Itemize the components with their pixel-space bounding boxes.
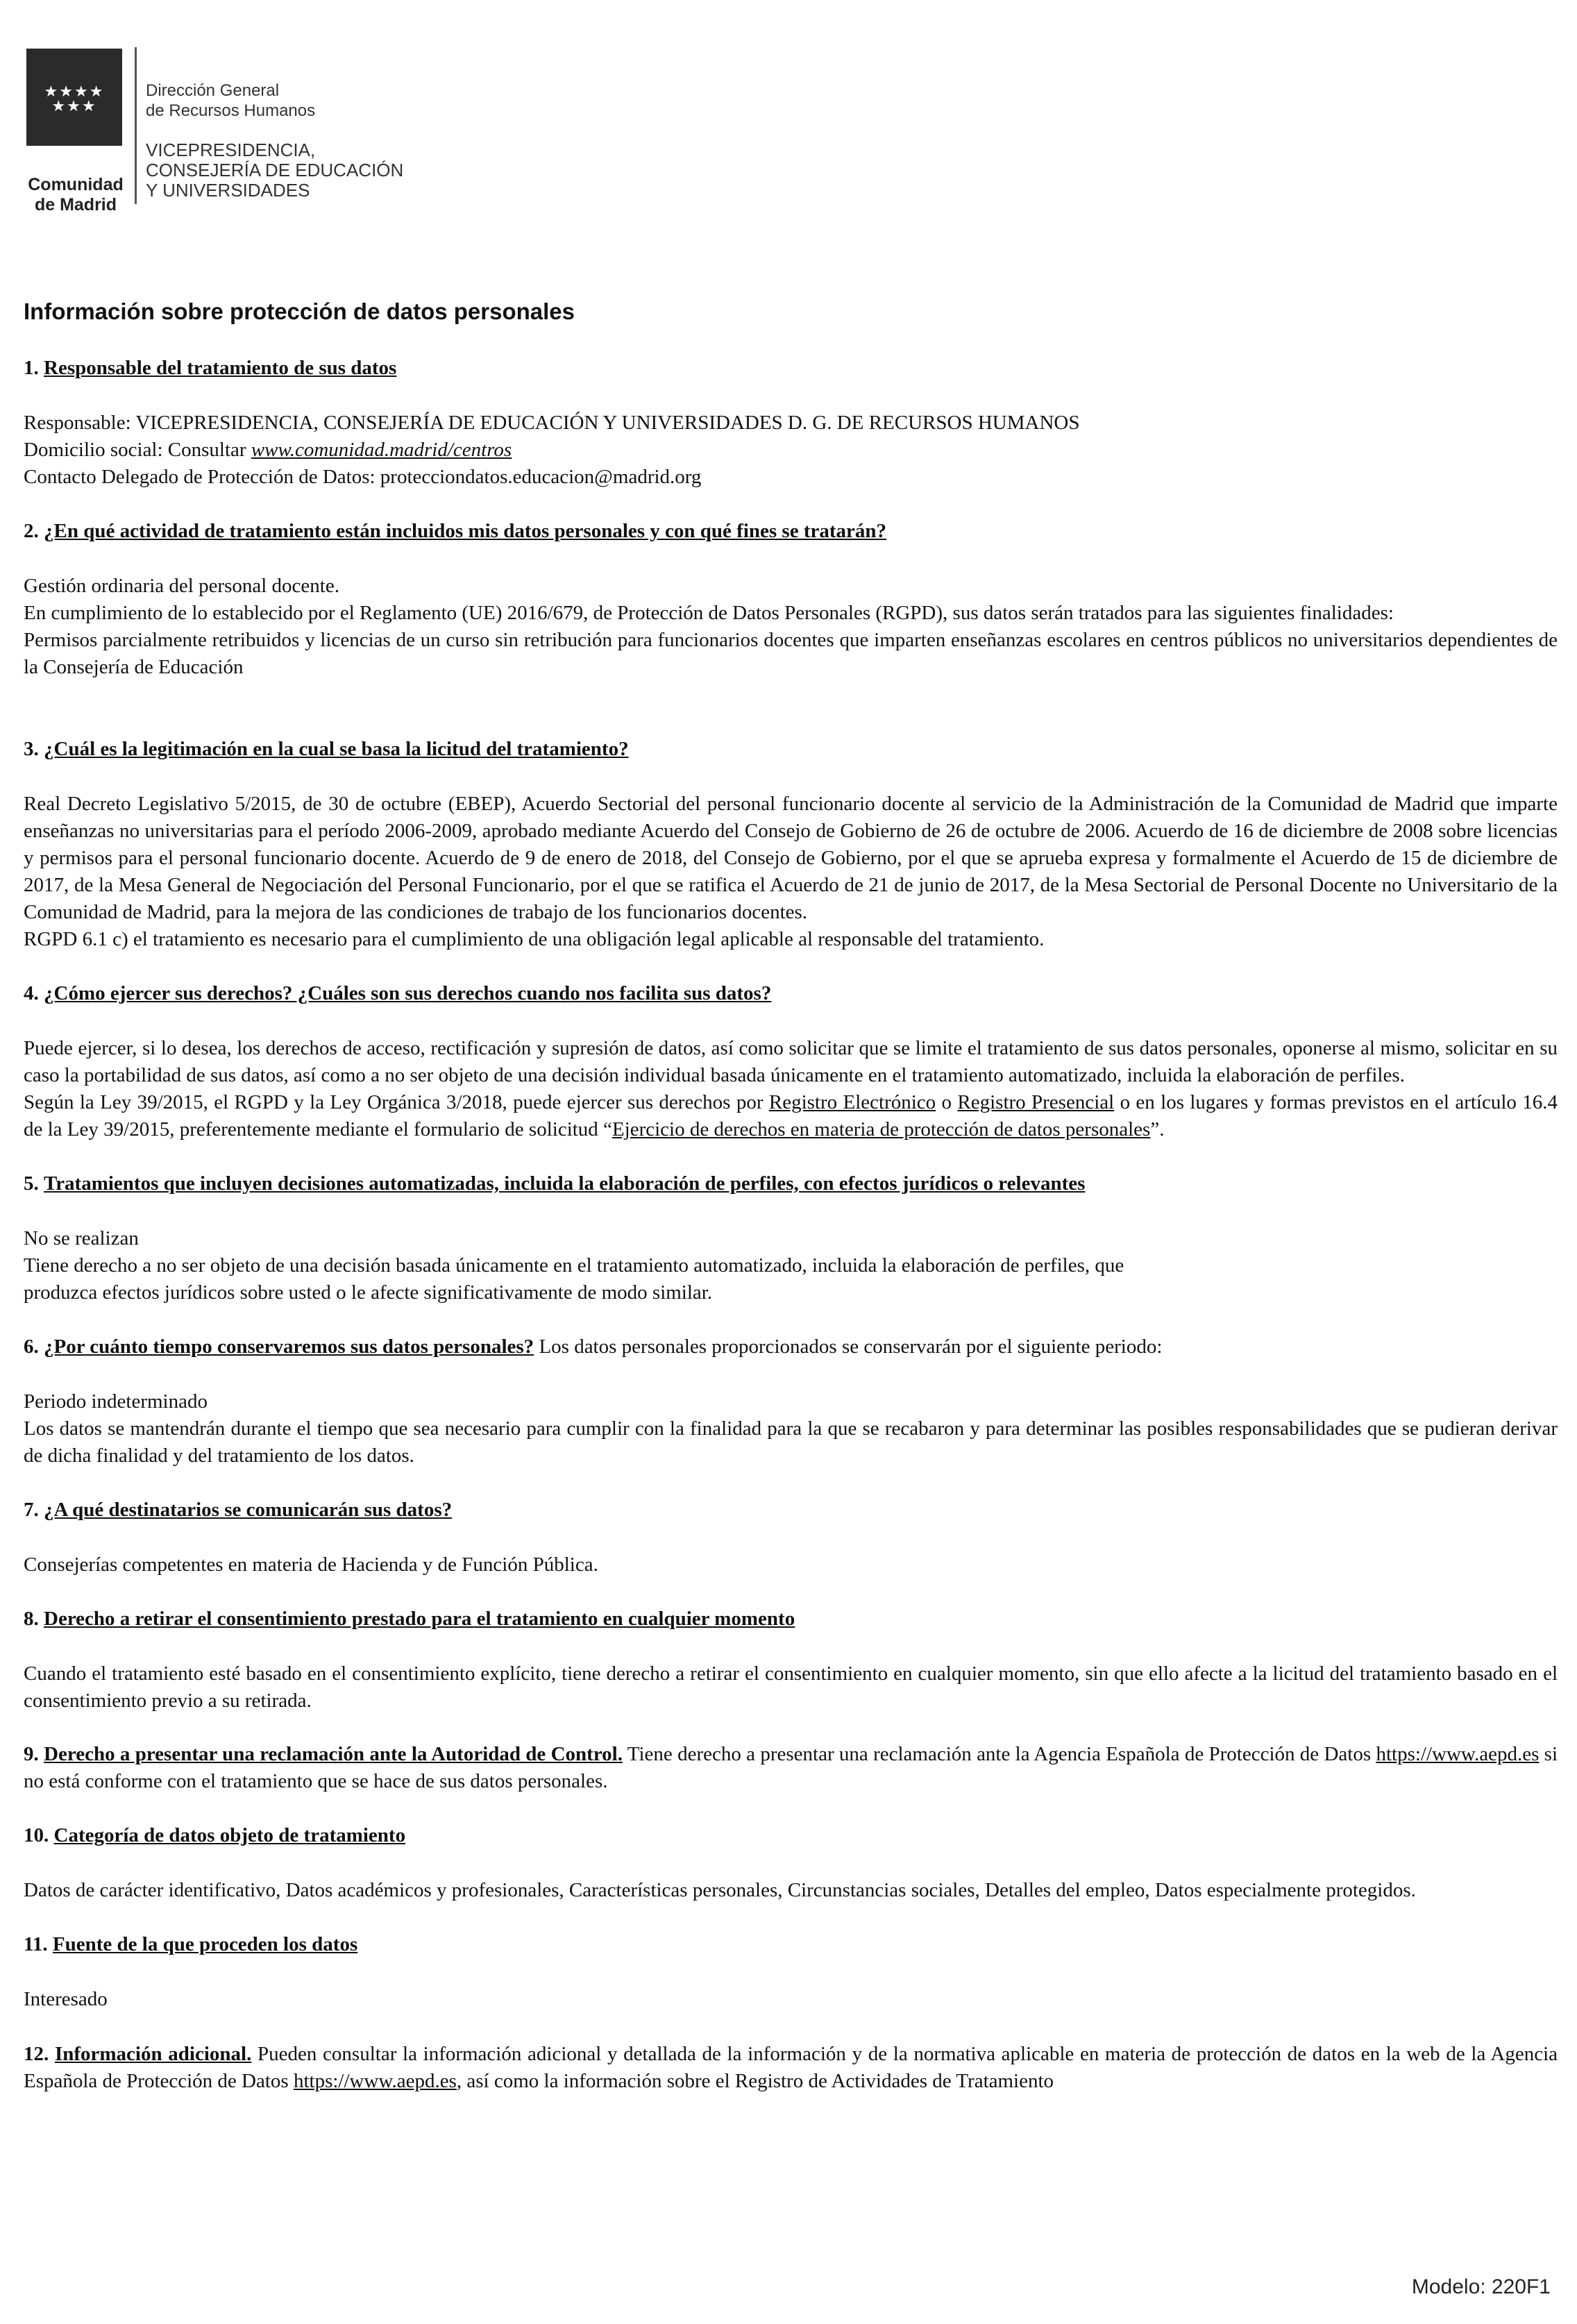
comunidad-madrid-logo [24,43,128,214]
logo-line1: Comunidad [28,175,124,194]
section-number: 12. [24,2043,49,2065]
paragraph: Puede ejercer, si lo desea, los derechos de acceso, rectificación y supresión de datos, así como solicitar que se limite el tratamiento de sus datos personales, oponerse al mismo, solicitar en su caso la portabilidad de sus datos, así como a no ser objeto de una decisión individual basada únicamente en el tratamiento automatizado, incluida la elaboración de perfiles. [24,1037,1558,1086]
section-heading [24,1930,1558,1958]
section-number: 11. [24,1933,48,1955]
org-directorate [146,81,315,121]
paragraph: En cumplimiento de lo establecido por el Reglamento (UE) 2016/679, de Protección de Datos Personales (RGPD), sus datos serán tratados para las siguientes finalidades: [24,602,1394,624]
section-title-tail: Los datos personales proporcionados se conservarán por el siguiente periodo: [534,1336,1163,1358]
section-number: 9. [24,1743,39,1765]
section-heading [24,1741,1558,1795]
section-derechos [24,979,1558,1143]
org-ministry [146,140,403,201]
section-categoria-datos [24,1821,1558,1904]
text-run: si no está conforme con el tratamiento que se hace de sus datos personales. [24,1743,1558,1792]
section-title: Derecho a presentar una reclamación ante la Autoridad de Control. [44,1743,623,1765]
paragraph: Real Decreto Legislativo 5/2015, de 30 de octubre (EBEP), Acuerdo Sectorial del personal funcionario docente al servicio de la Administración de la Comunidad de Madrid que imparte enseñanzas no universitarias para el período 2006-2009, aprobado mediante Acuerdo del Consejo de Gobierno de 26 de octubre de 2006. Acuerdo de 16 de diciembre de 2008 sobre licencias y permisos para el personal funcionario docente. Acuerdo de 9 de enero de 2018, del Consejo de Gobierno, por el que se aprueba expresa y formalmente el Acuerdo de 15 de diciembre de 2017, de la Mesa General de Negociación del Personal Funcionario, por el que se ratifica el Acuerdo de 21 de junio de 2017, de la Mesa Sectorial de Personal Docente no Universitario de la Comunidad de Madrid, para la mejora de las condiciones de trabajo de los funcionarios docentes. [24,793,1558,923]
paragraph: RGPD 6.1 c) el tratamiento es necesario para el cumplimiento de una obligación legal aplicable al responsable del tratamiento. [24,928,1045,950]
text-run: o [936,1091,958,1113]
section-title: Responsable del tratamiento de sus datos [44,357,397,379]
section-retirar-consentimiento [24,1605,1558,1715]
registro-presencial-link[interactable]: Registro Presencial [957,1091,1115,1113]
responsable-line: Responsable: VICEPRESIDENCIA, CONSEJERÍA DE EDUCACIÓN Y UNIVERSIDADES D. G. DE RECURSOS HUMANOS [24,412,1080,434]
text-run: ”. [1150,1118,1165,1140]
text-run: Tiene derecho a presentar una reclamación ante la Agencia Española de Protección de Datos [623,1743,1376,1765]
logo-line2: de Madrid [34,195,117,214]
ejercicio-derechos-link[interactable]: Ejercicio de derechos en materia de protección de datos personales [612,1118,1151,1140]
paragraph: Gestión ordinaria del personal docente. [24,575,339,597]
paragraph: Los datos se mantendrán durante el tiempo que sea necesario para cumplir con la finalidad para la que se recabaron y para determinar las posibles responsabilidades que se pudieran derivar de dicha finalidad y del tratamiento de los datos. [24,1417,1558,1467]
section-title: ¿Cómo ejercer sus derechos? ¿Cuáles son sus derechos cuando nos facilita sus datos? [44,982,772,1004]
section-number: 10. [24,1824,49,1846]
section-decisiones-automatizadas [24,1170,1558,1306]
page-title: Información sobre protección de datos personales [24,298,575,324]
section-heading [24,517,1558,545]
section-heading [24,1333,1558,1361]
section-number: 2. [24,520,39,542]
section-heading [24,2041,1558,2095]
section-title: Información adicional. [54,2043,252,2065]
stars-icon: ★★★★ ★★★ [44,83,105,115]
section-title: ¿Por cuánto tiempo conservaremos sus datos personales? [44,1336,534,1358]
text-run: , así como la información sobre el Registro de Actividades de Tratamiento [456,2070,1054,2092]
logo-emblem [26,49,122,146]
section-responsable [24,354,1558,491]
header-divider [135,47,137,204]
document-body [24,298,1558,2095]
org-line1: Dirección General [146,81,280,100]
section-informacion-adicional [24,2041,1558,2095]
registro-electronico-link[interactable]: Registro Electrónico [768,1091,936,1113]
section-actividad [24,517,1558,681]
section-title: ¿Cuál es la legitimación en la cual se basa la licitud del tratamiento? [44,738,629,760]
paragraph: Datos de carácter identificativo, Datos académicos y profesionales, Características personales, Circunstancias sociales, Detalles del empleo, Datos especialmente protegidos. [24,1879,1416,1901]
aepd-link[interactable]: https://www.aepd.es [293,2070,457,2092]
section-heading [24,1821,1558,1849]
section-conservacion [24,1333,1558,1470]
paragraph [24,1089,1558,1143]
section-heading [24,979,1558,1007]
domicilio-label: Domicilio social: Consultar [24,439,251,461]
paragraph: Consejerías competentes en materia de Hacienda y de Función Pública. [24,1553,598,1576]
document-header [24,43,454,214]
domicilio-line [24,437,1558,464]
paragraph: produzca efectos jurídicos sobre usted o le afecte significativamente de modo similar. [24,1281,713,1304]
section-title: ¿A qué destinatarios se comunicarán sus datos? [44,1499,453,1521]
text-run: Según la Ley 39/2015, el RGPD y la Ley Orgánica 3/2018, puede ejercer sus derechos por [24,1091,769,1113]
paragraph: Cuando el tratamiento esté basado en el consentimiento explícito, tiene derecho a retirar el consentimiento en cualquier momento, sin que ello afecte a la licitud del tratamiento basado en el consentimiento previo a su retirada. [24,1662,1558,1712]
section-title: ¿En qué actividad de tratamiento están incluidos mis datos personales y con qué fines se tratarán? [44,520,887,542]
section-heading [24,1605,1558,1633]
org-line3: VICEPRESIDENCIA, [146,140,316,160]
section-heading [24,1496,1558,1524]
section-number: 8. [24,1608,39,1630]
section-number: 5. [24,1172,39,1195]
section-fuente-datos [24,1930,1558,2013]
model-number: Modelo: 220F1 [1411,2275,1551,2298]
section-legitimacion [24,735,1558,953]
org-line4: CONSEJERÍA DE EDUCACIÓN [146,160,404,180]
section-title: Fuente de la que proceden los datos [52,1933,358,1955]
section-number: 3. [24,738,39,760]
org-line2: de Recursos Humanos [146,101,316,120]
text-run: Pueden consultar la información adicional y detallada de la información y de la normativa aplicable en materia de protección de datos en la web de la Agencia Española de Protección de Datos [24,2043,1558,2092]
section-number: 6. [24,1336,39,1358]
section-title: Derecho a retirar el consentimiento prestado para el tratamiento en cualquier momento [44,1608,795,1630]
section-heading [24,1170,1558,1197]
section-title: Tratamientos que incluyen decisiones automatizadas, incluida la elaboración de perfiles, con efectos jurídicos o relevantes [44,1172,1086,1195]
centros-link[interactable]: www.comunidad.madrid/centros [251,439,512,461]
aepd-link[interactable]: https://www.aepd.es [1376,1743,1540,1765]
dpo-contact-line: Contacto Delegado de Protección de Datos: protecciondatos.educacion@madrid.org [24,466,702,488]
text-run: o en los lugares y formas previstos en el artículo 16.4 de la Ley 39/2015, preferentemente mediante el formulario de solicitud “ [24,1091,1558,1140]
paragraph: No se realizan [24,1227,139,1249]
section-reclamacion [24,1741,1558,1795]
paragraph: Interesado [24,1988,108,2010]
section-destinatarios [24,1496,1558,1578]
paragraph: Permisos parcialmente retribuidos y licencias de un curso sin retribución para funcionarios docentes que imparten enseñanzas escolares en centros públicos no universitarios dependientes de la Consejería de Educación [24,629,1558,678]
section-number: 4. [24,982,39,1004]
section-number: 7. [24,1499,39,1521]
section-title: Categoría de datos objeto de tratamiento [53,1824,406,1846]
org-line5: Y UNIVERSIDADES [146,180,310,201]
section-heading [24,735,1558,763]
paragraph: Tiene derecho a no ser objeto de una decisión basada únicamente en el tratamiento automatizado, incluida la elaboración de perfiles, que [24,1254,1124,1277]
paragraph: Periodo indeterminado [24,1390,208,1413]
section-number: 1. [24,357,39,379]
logo-name [24,175,128,215]
section-heading [24,354,1558,382]
